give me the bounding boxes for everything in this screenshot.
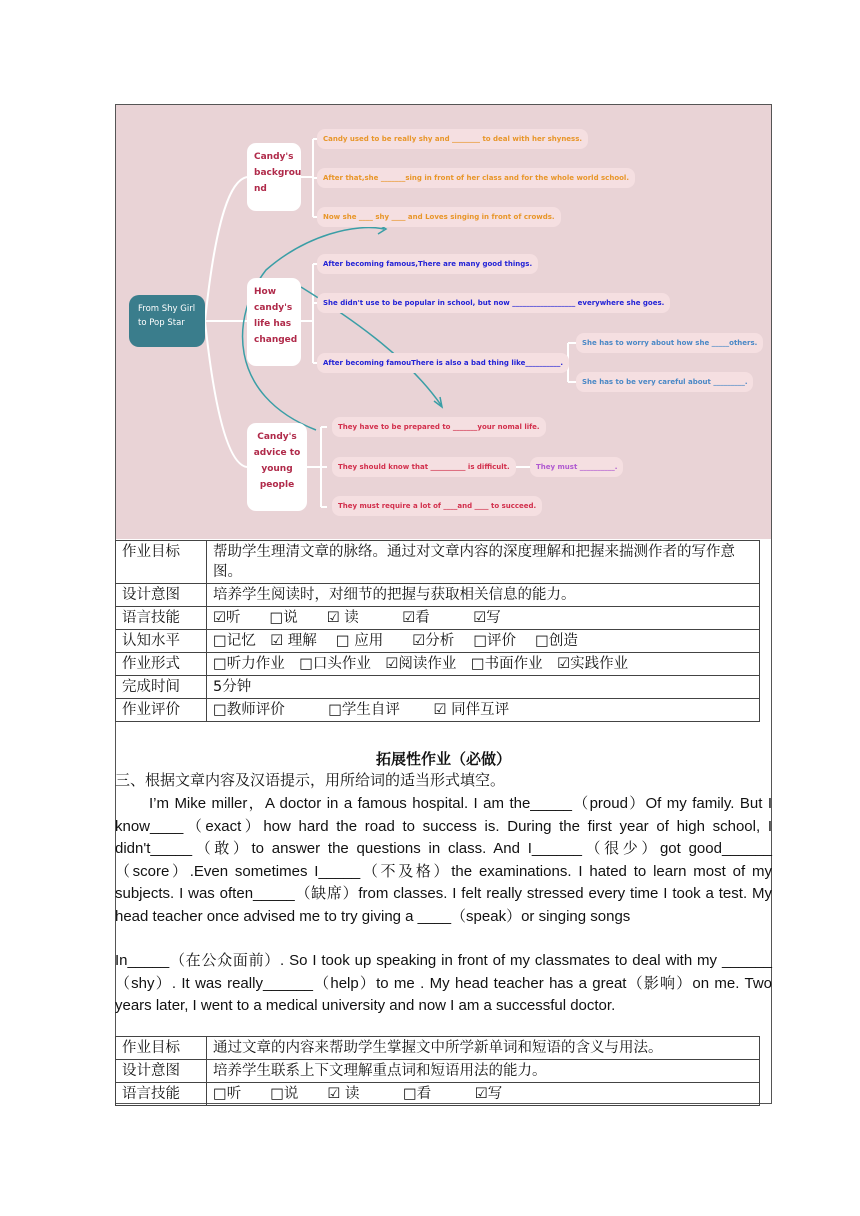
row-value: ☑听 □说 ☑ 读 ☑看 ☑写: [207, 607, 760, 630]
subleaf-life-2: She has to be very careful about _________.: [576, 372, 753, 392]
table-row: [116, 630, 760, 653]
branch-advice: Candy's advice to young people: [247, 423, 307, 511]
connector-b3-leaves: [307, 427, 327, 507]
row-label: 作业评价: [116, 699, 207, 722]
row-label: 完成时间: [116, 676, 207, 699]
row-label: 设计意图: [116, 1060, 207, 1083]
table-row: [116, 676, 760, 699]
row-value: □听力作业 □口头作业 ☑阅读作业 □书面作业 ☑实践作业: [207, 653, 760, 676]
table-row: [116, 1037, 760, 1060]
leaf-advice-3: They must require a lot of ____and ____ to succeed.: [332, 496, 542, 516]
table-row: [116, 1060, 760, 1083]
connector-root-b3: [205, 321, 247, 467]
row-value: 帮助学生理清文章的脉络。通过对文章内容的深度理解和把握来揣测作者的写作意图。: [207, 541, 760, 584]
extension-passage: I’m Mike miller，A doctor in a famous hospital. I am the_____（proud）Of my family. But I know____（exact）how hard the road to success is. During the first year of high school, I didn't_____（敢）to answer the questions in class. And I______（很少）got good______（score）.Even sometimes I_____（不及格）the examinations. I hated to learn most of my subjects. I was often_____（缺席）from classes. I felt really stressed every time I took a test. My head teacher once advised me to try giving a ____（speak）or singing songs: [115, 795, 772, 925]
leaf-life-3: After becoming famouThere is also a bad thing like__________.: [317, 353, 569, 373]
leaf-advice-1: They have to be prepared to _______your nomal life.: [332, 417, 546, 437]
mind-map: [116, 105, 771, 539]
row-label: 语言技能: [116, 607, 207, 630]
row-value: 通过文章的内容来帮助学生掌握文中所学新单词和短语的含义与用法。: [207, 1037, 760, 1060]
leaf-life-2: She didn't use to be popular in school, but now __________________ everywhere she goes.: [317, 293, 670, 313]
table-row: [116, 607, 760, 630]
table-row: [116, 541, 760, 584]
row-label: 认知水平: [116, 630, 207, 653]
row-label: 语言技能: [116, 1083, 207, 1106]
branch-life-changed: How candy's life has changed: [247, 278, 301, 366]
branch-background: Candy's backgrou nd: [247, 143, 301, 211]
row-label: 设计意图: [116, 584, 207, 607]
table-row: [116, 699, 760, 722]
subleaf-advice-1: They must __________.: [530, 457, 623, 477]
homework-info-table-1: [115, 540, 760, 722]
row-label: 作业目标: [116, 541, 207, 584]
table-row: [116, 1083, 760, 1106]
row-value: 培养学生阅读时，对细节的把握与获取相关信息的能力。: [207, 584, 760, 607]
row-value: 培养学生联系上下文理解重点词和短语用法的能力。: [207, 1060, 760, 1083]
row-label: 作业形式: [116, 653, 207, 676]
connector-b2-leaves: [301, 264, 319, 363]
row-value: □记忆 ☑ 理解 □ 应用 ☑分析 □评价 □创造: [207, 630, 760, 653]
extension-instruction: 三、根据文章内容及汉语提示，用所给词的适当形式填空。: [115, 772, 506, 789]
table-row: [116, 584, 760, 607]
leaf-background-1: Candy used to be really shy and ________ to deal with her shyness.: [317, 129, 588, 149]
row-value: □教师评价 □学生自评 ☑ 同伴互评: [207, 699, 760, 722]
leaf-advice-2: They should know that __________ is difficult.: [332, 457, 516, 477]
row-value: 5分钟: [207, 676, 760, 699]
subleaf-life-1: She has to worry about how she _____others.: [576, 333, 763, 353]
leaf-background-2: After that,she _______sing in front of her class and for the whole world school.: [317, 168, 635, 188]
row-value: □听 □说 ☑ 读 □看 ☑写: [207, 1083, 760, 1106]
homework-info-table-2: [115, 1036, 760, 1106]
table-row: [116, 653, 760, 676]
leaf-life-1: After becoming famous,There are many good things.: [317, 254, 538, 274]
connector-root-b1: [205, 177, 247, 321]
extension-passage-continued: In_____（在公众面前）. So I took up speaking in front of my classmates to deal with my ______（shy）. It was really______（help）to me . My head teacher has a great（影响）on me. Two years later, I went to a medical university and now I am a successful doctor.: [115, 952, 772, 1014]
mind-map-root: From Shy Girl to Pop Star: [129, 295, 205, 347]
extension-title: 拓展性作业（必做）: [375, 750, 511, 768]
row-label: 作业目标: [116, 1037, 207, 1060]
leaf-background-3: Now she ____ shy ____ and Loves singing in front of crowds.: [317, 207, 561, 227]
